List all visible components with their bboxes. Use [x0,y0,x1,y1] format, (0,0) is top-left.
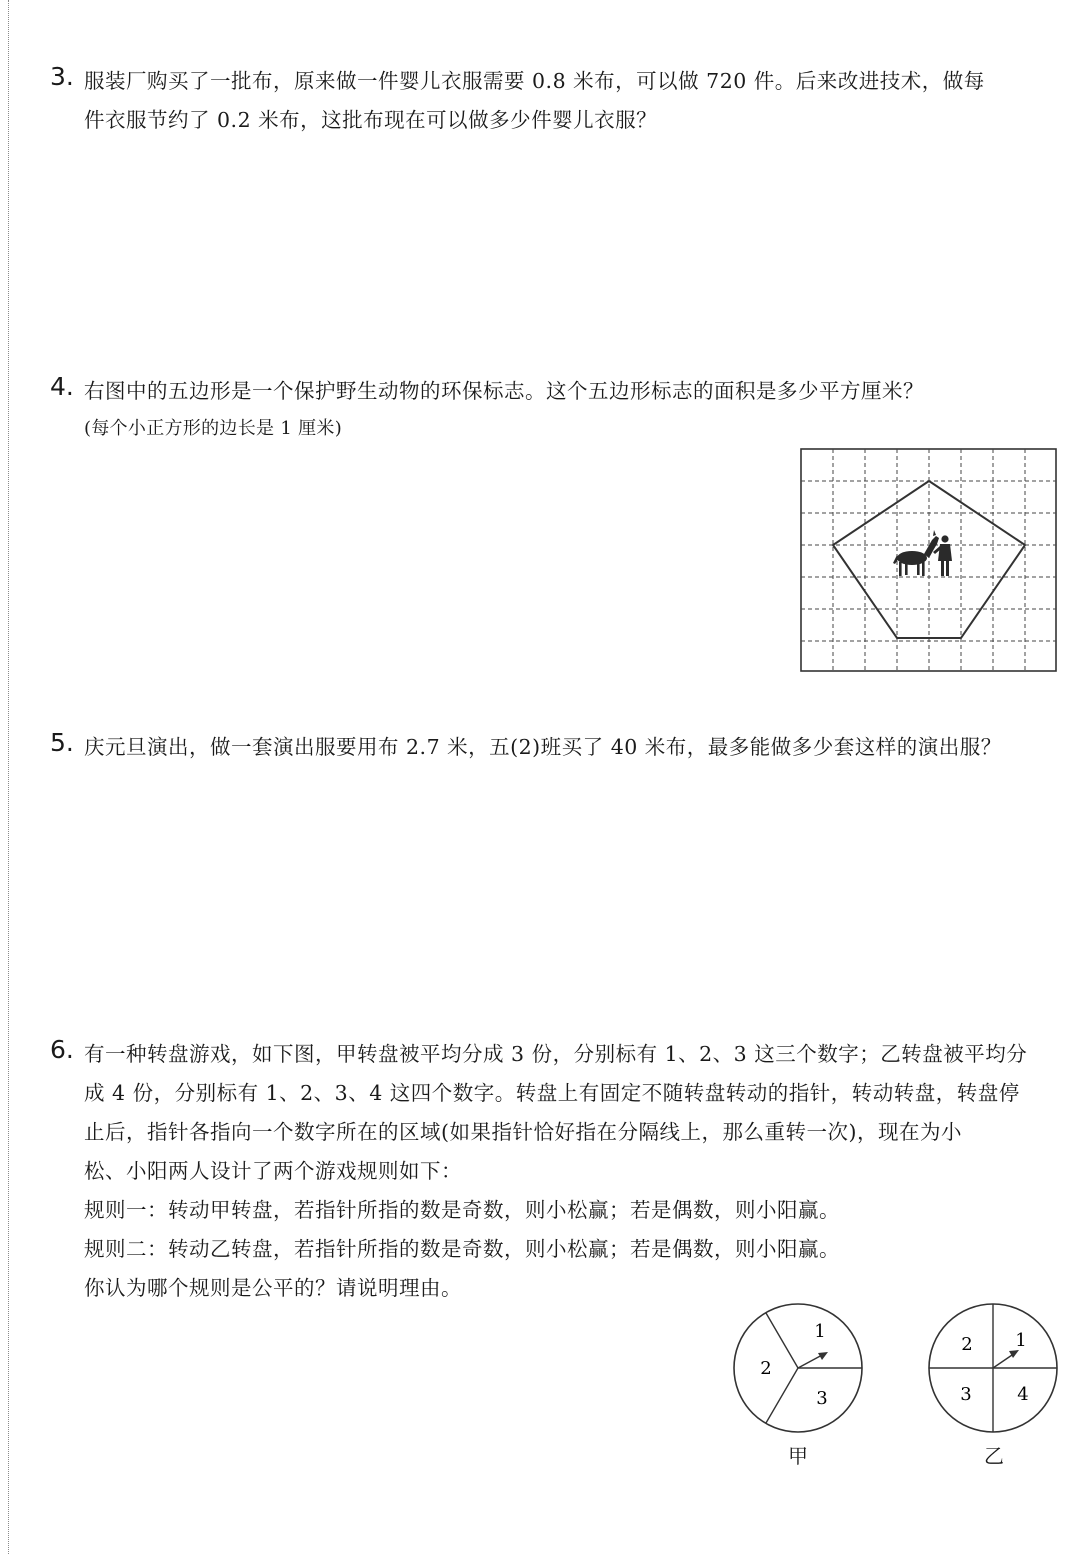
sector-label: 3 [960,1384,972,1405]
pentagon-grid-figure [800,448,1058,672]
rule-one-text: 规则一：转动甲转盘，若指针所指的数是奇数，则小松赢；若是偶数，则小阳赢。 [84,1198,840,1222]
question-number: 3. [50,62,74,91]
rule-two-text: 规则二：转动乙转盘，若指针所指的数是奇数，则小松赢；若是偶数，则小阳赢。 [84,1237,840,1261]
question-number: 5. [50,728,74,757]
question-text-line: 右图中的五边形是一个保护野生动物的环保标志。这个五边形标志的面积是多少平方厘米？ [84,379,924,403]
sector-label: 1 [814,1321,826,1342]
question-number: 4. [50,372,74,401]
question-text-line: 庆元旦演出，做一套演出服要用布 2.7 米，五(2)班买了 40 米布，最多能做多少套这样的演出服？ [84,735,1002,759]
question-note: (每个小正方形的边长是 1 厘米) [84,418,343,439]
spinner-jia-caption: 甲 [788,1444,808,1468]
binding-margin-line [8,0,9,1554]
question-prompt-text: 你认为哪个规则是公平的？请说明理由。 [84,1276,462,1300]
sector-label: 1 [1015,1330,1027,1351]
question-text-line: 成 4 份，分别标有 1、2、3、4 这四个数字。转盘上有固定不随转盘转动的指针，转动转盘，转盘停 [84,1081,1020,1105]
sector-label: 2 [961,1334,973,1355]
spinner-yi [925,1300,1061,1436]
spinner-yi-caption: 乙 [984,1444,1004,1468]
question-text-line: 止后，指针各指向一个数字所在的区域(如果指针恰好指在分隔线上，那么重转一次)，现在为小 [84,1120,962,1144]
sector-label: 2 [760,1358,772,1379]
question-text-line: 服装厂购买了一批布，原来做一件婴儿衣服需要 0.8 米布，可以做 720 件。后来改进技术，做每 [84,69,985,93]
sector-label: 3 [816,1388,828,1409]
question-text-line: 件衣服节约了 0.2 米布，这批布现在可以做多少件婴儿衣服？ [84,108,658,132]
question-text-line: 松、小阳两人设计了两个游戏规则如下： [84,1159,462,1183]
sector-label: 4 [1017,1384,1029,1405]
question-text-line: 有一种转盘游戏，如下图，甲转盘被平均分成 3 份，分别标有 1、2、3 这三个数字；乙转盘被平均分 [84,1042,1028,1066]
question-number: 6. [50,1035,74,1064]
spinner-jia [730,1300,866,1436]
